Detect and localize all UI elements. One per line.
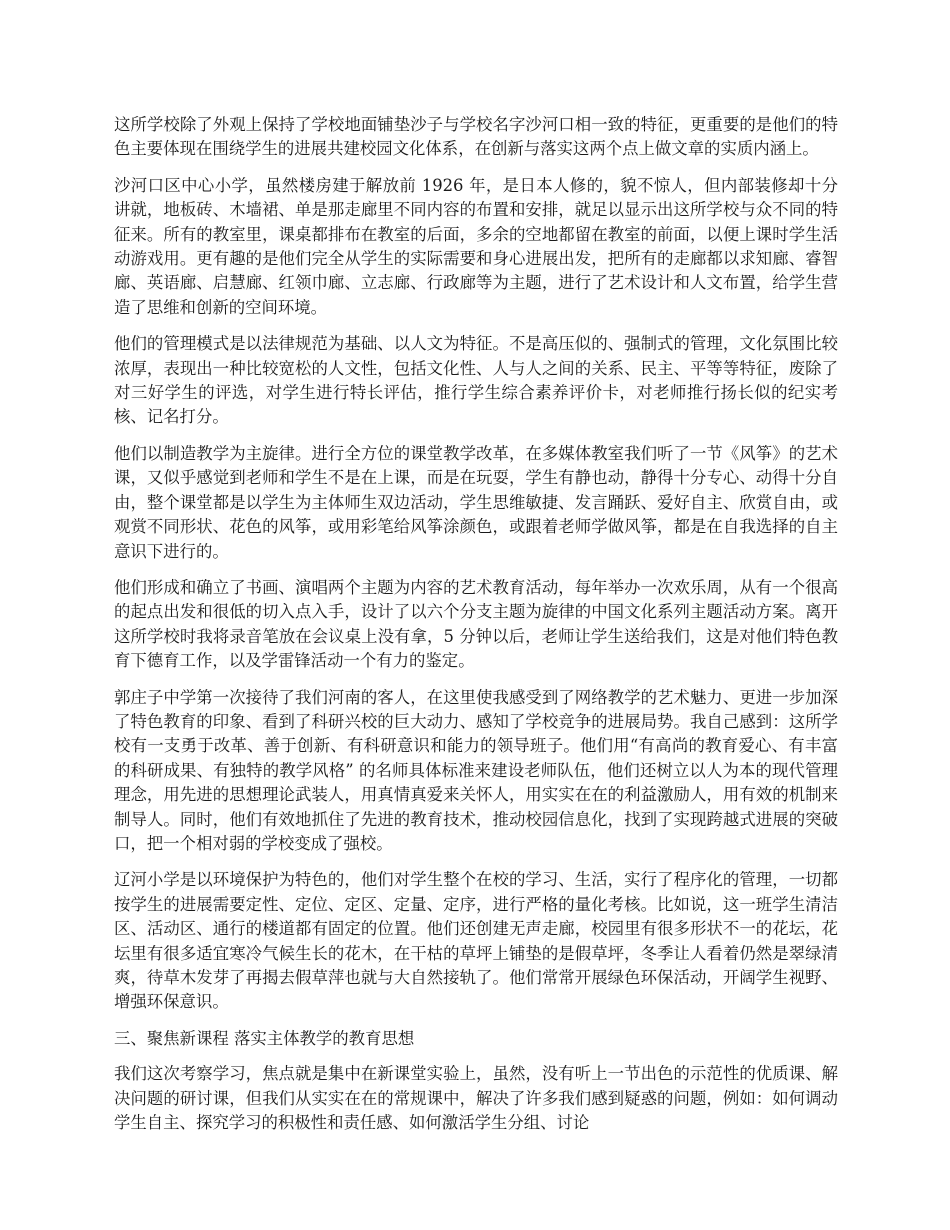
section-heading: 三、聚焦新课程 落实主体教学的教育思想: [114, 1028, 415, 1048]
paragraph-school-features: 这所学校除了外观上保持了学校地面铺垫沙子与学校名字沙河口相一致的特征，更重要的是他们的特色主要体现在围绕学生的进展共建校园文化体系，在创新与落实这两个点上做文章的实质内涵上。: [114, 115, 838, 159]
paragraph-liaohe-primary: 辽河小学是以环境保护为特色的，他们对学生整个在校的学习、生活，实行了程序化的管理，一切都按学生的进展需要定性、定位、定区、定量、定序，进行严格的量化考核。比如说，这一班学生清洁区、活动区、通行的楼道都有固定的位置。他们还创建无声走廊，校园里有很多形状不一的花坛，花坛里有很多适宜寒冷气候生长的花木，在干枯的草坪上铺垫的是假草坪，冬季让人看着仍然是翠绿清爽，待草木发芽了再揭去假草萍也就与大自然接轨了。他们常常开展绿色环保活动，开阔学生视野、增强环保意识。: [114, 870, 838, 1012]
document-body: [114, 113, 838, 1147]
paragraph-art-education: 他们形成和确立了书画、演唱两个主题为内容的艺术教育活动，每年举办一次欢乐周，从有一个很高的起点出发和很低的切入点入手，设计了以六个分支主题为旋律的中国文化系列主题活动方案。离开这所学校时我将录音笔放在会议桌上没有拿，5 分钟以后，老师让学生送给我们，这是对他们特色教育下德育工作，以及学雷锋活动一个有力的鉴定。: [114, 577, 838, 671]
paragraph-shahekou-primary: 沙河口区中心小学，虽然楼房建于解放前 1926 年，是日本人修的，貌不惊人，但内部装修却十分讲就，地板砖、木墙裙、单是那走廊里不同内容的布置和安排，就足以显示出这所学校与众不同的特征来。所有的教室里，课桌都排布在教室的后面，多余的空地都留在教室的前面，以便上课时学生活动游戏用。更有趣的是他们完全从学生的实际需要和身心进展出发，把所有的走廊都以求知廊、睿智廊、英语廊、启慧廊、红领巾廊、立志廊、行政廊等为主题，进行了艺术设计和人文布置，给学生营造了思维和创新的空间环境。: [114, 175, 838, 317]
paragraph-creative-teaching: 他们以制造教学为主旋律。进行全方位的课堂教学改革，在多媒体教室我们听了一节《风筝》的艺术课，又似乎感觉到老师和学生不是在上课，而是在玩耍，学生有静也动，静得十分专心、动得十分自由，整个课堂都是以学生为主体师生双边活动，学生思维敏捷、发言踊跃、爱好自主、欣赏自由，或观赏不同形状、花色的风筝，或用彩笔给风筝涂颜色，或跟着老师学做风筝，都是在自我选择的自主意识下进行的。: [114, 443, 838, 561]
paragraph-new-curriculum: 我们这次考察学习，焦点就是集中在新课堂实验上，虽然，没有听上一节出色的示范性的优质课、解决问题的研讨课，但我们从实实在在的常规课中，解决了许多我们感到疑惑的问题，例如：如何调动学生自主、探究学习的积极性和责任感、如何激活学生分组、讨论: [114, 1064, 838, 1133]
paragraph-guozhuangzi-middle: 郭庄子中学第一次接待了我们河南的客人，在这里使我感受到了网络教学的艺术魅力、更进一步加深了特色教育的印象、看到了科研兴校的巨大动力、感知了学校竞争的进展局势。我自己感到：这所学校有一支勇于改革、善于创新、有科研意识和能力的领导班子。他们用“有高尚的教育爱心、有丰富的科研成果、有独特的教学风格” 的名师具体标准来建设老师队伍，他们还树立以人为本的现代管理理念，用先进的思想理论武装人，用真情真爱来关怀人，用实实在在的利益激励人，用有效的机制来制导人。同时，他们有效地抓住了先进的教育技术，推动校园信息化，找到了实现跨越式进展的突破口，把一个相对弱的学校变成了强校。: [114, 687, 838, 853]
paragraph-management-model: 他们的管理模式是以法律规范为基础、以人文为特征。不是高压似的、强制式的管理，文化氛围比较浓厚，表现出一种比较宽松的人文性，包括文化性、人与人之间的关系、民主、平等等特征，废除了对三好学生的评选，对学生进行特长评估，推行学生综合素养评价卡，对老师推行扬长似的纪实考核、记名打分。: [114, 334, 838, 427]
